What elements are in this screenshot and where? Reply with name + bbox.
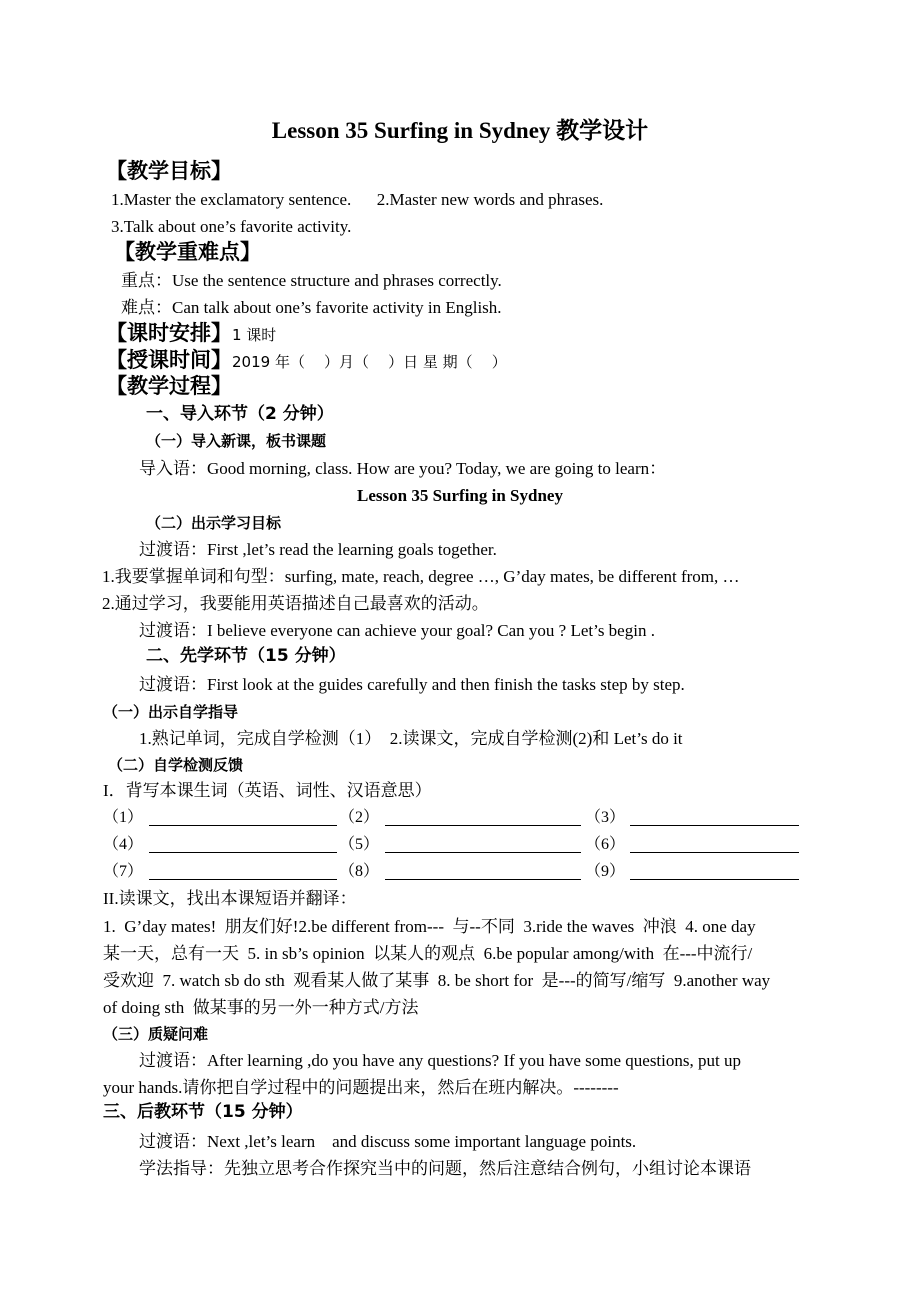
blank-label: （7） <box>103 863 144 880</box>
phrases-line-3: 受欢迎 7. watch sb do sth 观看某人做了某事 8. be short for 是---的简写/缩写 9.another way <box>103 971 771 990</box>
goals-line-2: 3.Talk about one’s favorite activity. <box>111 217 352 236</box>
blank-label: （4） <box>103 836 144 853</box>
schedule-value: 1 课时 <box>232 326 277 344</box>
self-study-guide: 1.熟记单词，完成自学检测（1） 2.读课文，完成自学检测(2)和 Let’s do it <box>139 729 683 748</box>
learning-goal-2: 2.通过学习，我要能用英语描述自己最喜欢的活动。 <box>102 594 489 613</box>
section-2-sub-1: （一）出示自学指导 <box>103 703 239 721</box>
difficult-point: 难点：Can talk about one’s favorite activity in English. <box>121 298 502 317</box>
section-1-sub-2: （二）出示学习目标 <box>146 514 282 532</box>
section-3-transition: 过渡语：Next ,let’s learn and discuss some important language points. <box>139 1132 637 1151</box>
phrases-line-4: of doing sth 做某事的另一外一种方式/方法 <box>103 998 419 1017</box>
phrases-line-1: 1. G’day mates! 朋友们好!2.be different from--- 与--不同 3.ride the waves 冲浪 4. one day <box>103 917 756 936</box>
blank-line[interactable] <box>385 811 581 826</box>
goals-line-1: 1.Master the exclamatory sentence. 2.Master new words and phrases. <box>111 190 604 209</box>
study-method: 学法指导：先独立思考合作探究当中的问题，然后注意结合例句，小组讨论本课语 <box>139 1159 751 1178</box>
teach-time-value: 2019 年（ ）月（ ）日 星 期（ ） <box>232 353 507 371</box>
phrases-line-2: 某一天，总有一天 5. in sb’s opinion 以某人的观点 6.be popular among/with 在---中流行/ <box>103 944 753 963</box>
blank-label: （9） <box>585 863 626 880</box>
transition-1: 过渡语：First ,let’s read the learning goals together. <box>139 540 497 559</box>
section-2-heading: 二、先学环节（15 分钟） <box>146 646 346 666</box>
blank-row-3 <box>103 861 823 883</box>
section-2-sub-3: （三）质疑问难 <box>103 1025 209 1043</box>
blank-line[interactable] <box>630 811 799 826</box>
teach-time-heading: 【授课时间】 <box>106 348 232 372</box>
section-1-sub-1: （一）导入新课，板书课题 <box>146 432 327 450</box>
blank-line[interactable] <box>630 865 799 880</box>
blank-label: （3） <box>585 809 626 826</box>
blank-line[interactable] <box>385 838 581 853</box>
section-2-transition: 过渡语：First look at the guides carefully and then finish the tasks step by step. <box>139 675 685 694</box>
document-title: Lesson 35 Surfing in Sydney 教学设计 <box>271 118 649 143</box>
blank-line[interactable] <box>149 811 337 826</box>
section-3-heading: 三、后教环节（15 分钟） <box>103 1102 303 1122</box>
transition-3a: 过渡语：After learning ,do you have any questions? If you have some questions, put up <box>139 1051 741 1070</box>
section-2-sub-2: （二）自学检测反馈 <box>108 756 244 774</box>
blank-line[interactable] <box>385 865 581 880</box>
key-points-heading: 【教学重难点】 <box>114 240 261 264</box>
learning-goal-1: 1.我要掌握单词和句型：surfing, mate, reach, degree …, G’day mates, be different from, … <box>102 567 740 586</box>
blank-line[interactable] <box>149 838 337 853</box>
schedule-row <box>106 319 276 349</box>
blank-row-2 <box>103 834 823 856</box>
blank-label: （1） <box>103 809 144 826</box>
goals-heading: 【教学目标】 <box>106 159 232 183</box>
task-2-instruction: II.读课文，找出本课短语并翻译： <box>103 889 357 908</box>
blank-row-1 <box>103 807 823 829</box>
process-heading: 【教学过程】 <box>106 374 232 398</box>
intro-speech: 导入语：Good morning, class. How are you? Today, we are going to learn： <box>139 459 667 478</box>
blank-label: （8） <box>339 863 380 880</box>
transition-2: 过渡语：I believe everyone can achieve your goal? Can you ? Let’s begin . <box>139 621 655 640</box>
transition-3b: your hands.请你把自学过程中的问题提出来，然后在班内解决。-------- <box>103 1078 619 1097</box>
task-1-instruction: I．背写本课生词（英语、词性、汉语意思） <box>103 781 432 800</box>
key-point: 重点：Use the sentence structure and phrases correctly. <box>121 271 502 290</box>
section-1-heading: 一、导入环节（2 分钟） <box>146 404 334 424</box>
blank-label: （6） <box>585 836 626 853</box>
blank-line[interactable] <box>630 838 799 853</box>
blank-label: （2） <box>339 809 380 826</box>
lesson-title-centered: Lesson 35 Surfing in Sydney <box>357 486 563 505</box>
blank-line[interactable] <box>149 865 337 880</box>
blank-label: （5） <box>339 836 380 853</box>
schedule-heading: 【课时安排】 <box>106 321 232 345</box>
